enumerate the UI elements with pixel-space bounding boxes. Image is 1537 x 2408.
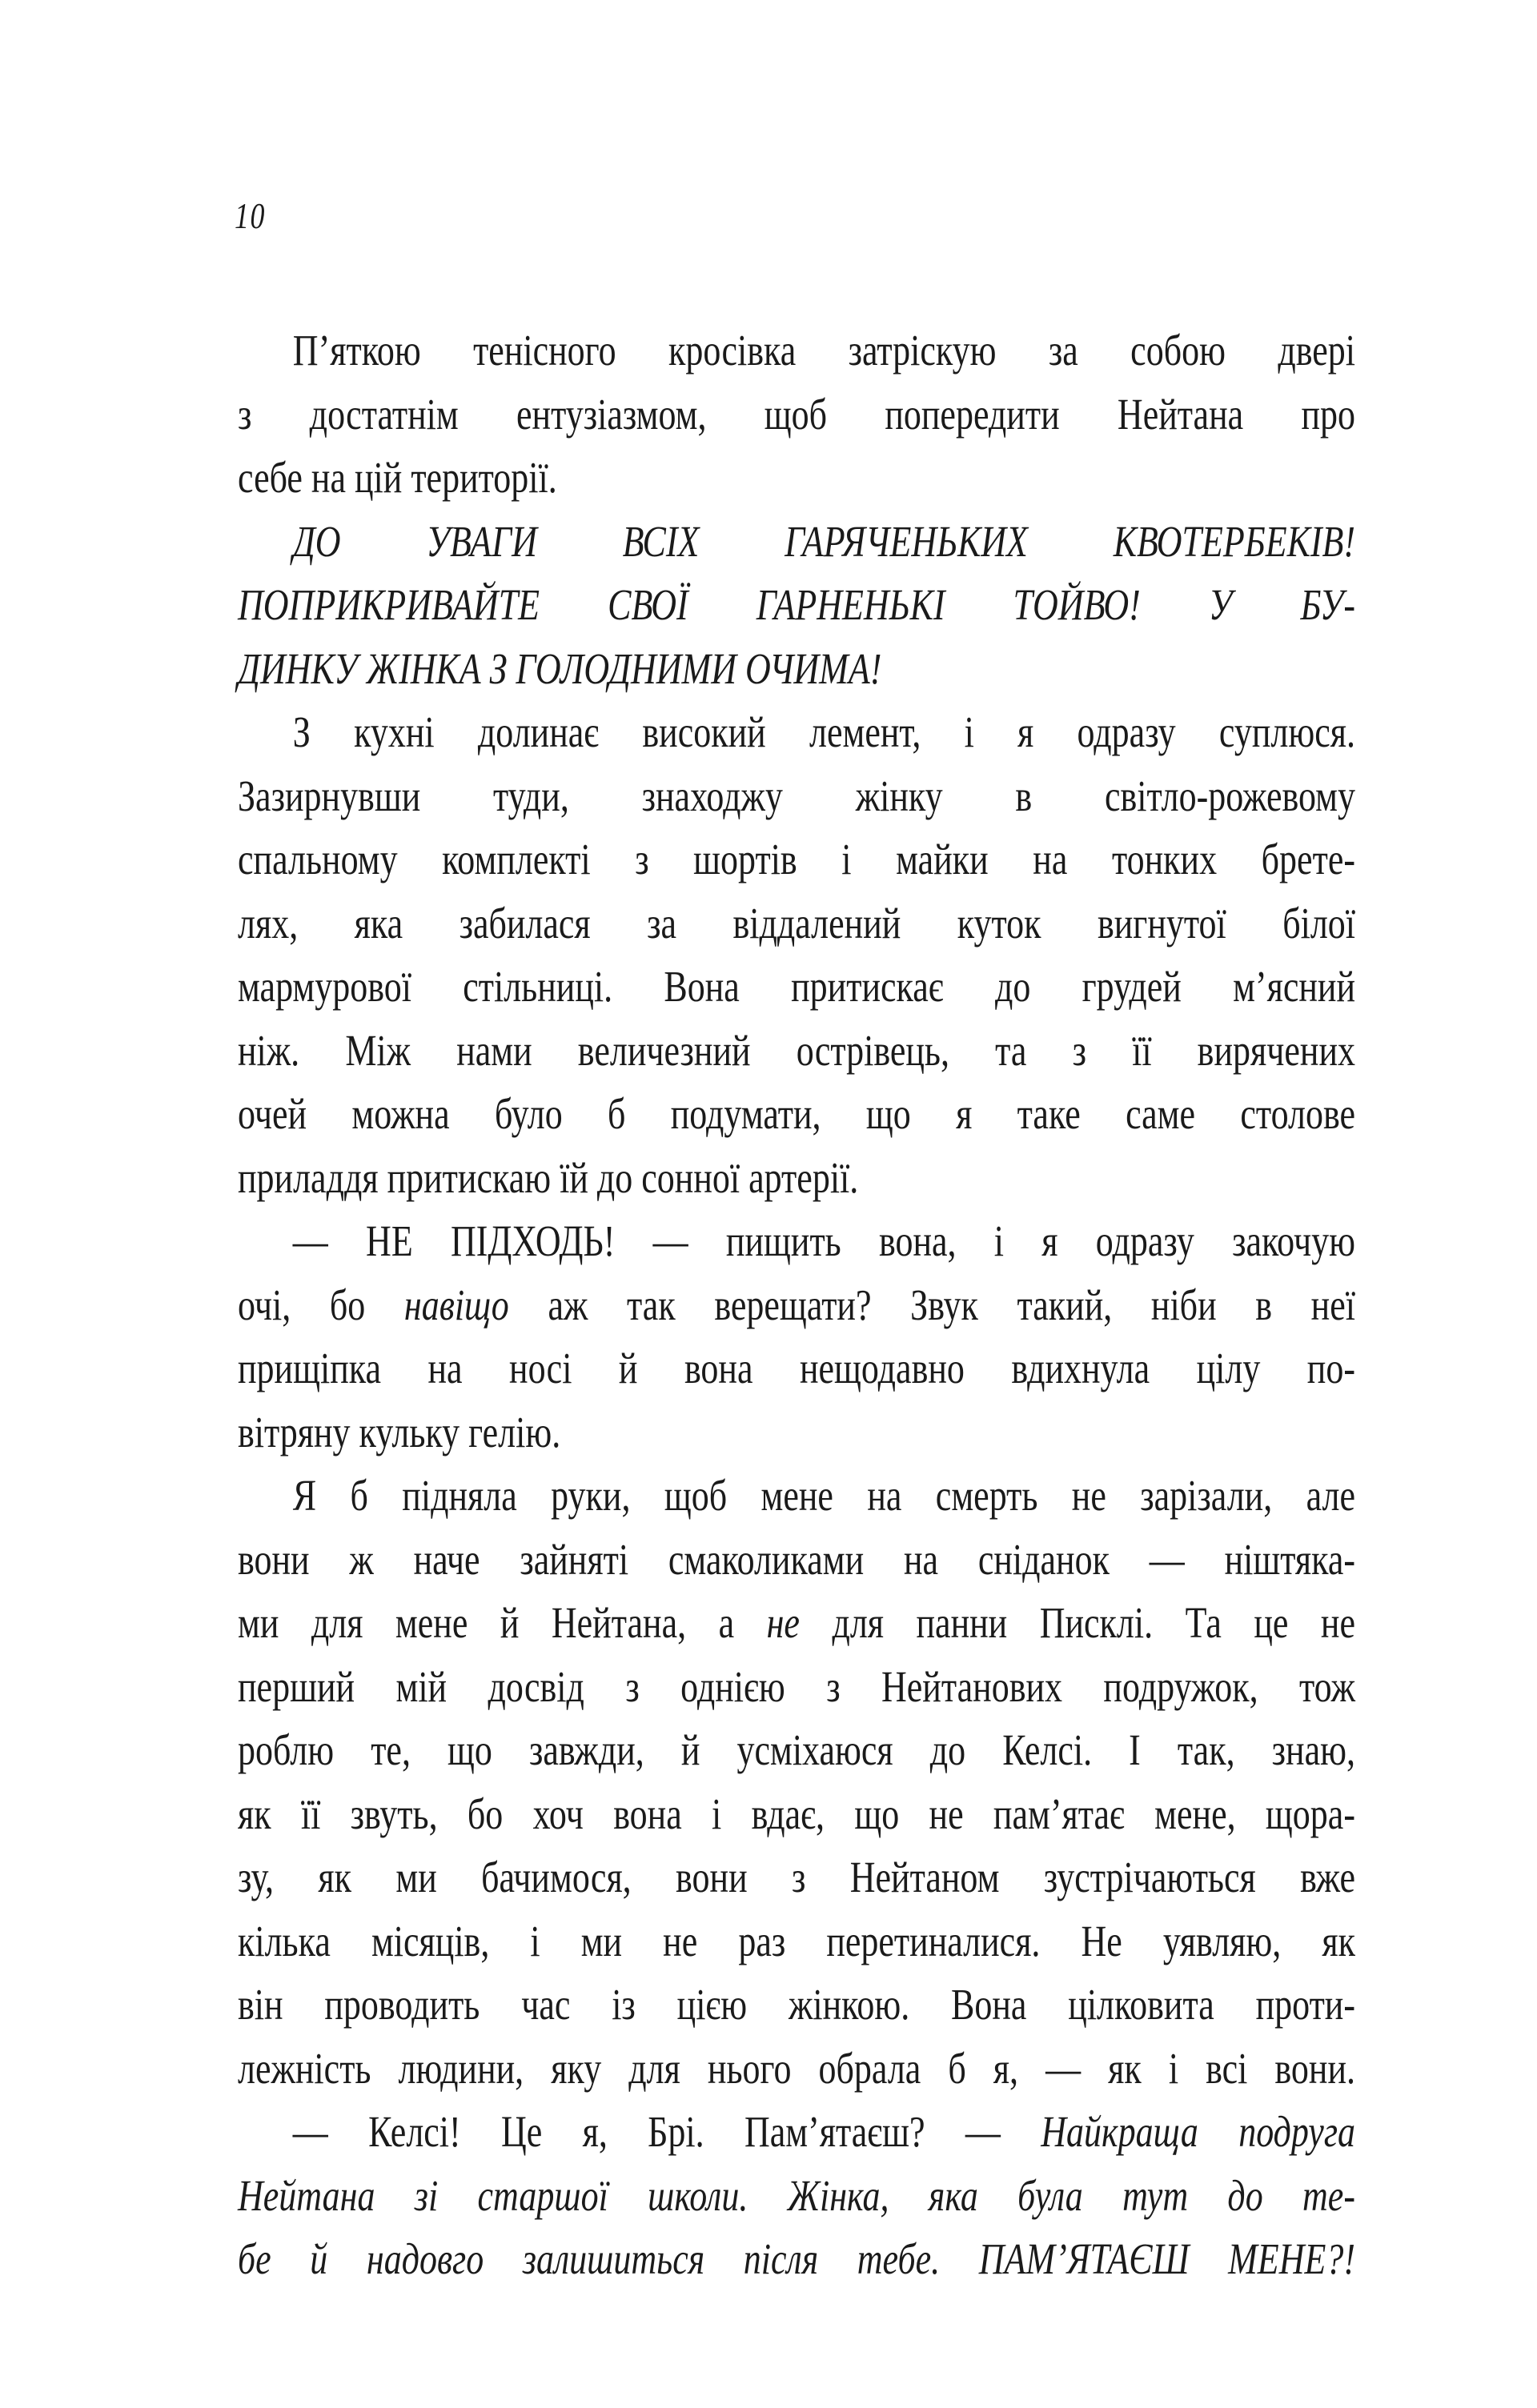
text-segment: перший мій досвід з однією з Нейтанових подружок, тож [238, 1661, 1355, 1711]
text-segment: себе на цій території. [238, 453, 557, 502]
text-line [238, 2227, 1355, 2291]
text-line [238, 1718, 1355, 1782]
text-segment: вони ж наче зайняті смаколиками на сніданок — ніштяка- [238, 1534, 1355, 1584]
text-line [238, 1082, 1355, 1146]
text-segment: аж так верещати? Звук такий, ніби в неї [508, 1280, 1355, 1329]
text-line [238, 2164, 1355, 2228]
italic-text-segment: навіщо [403, 1280, 509, 1329]
text-segment: спальному комплекті з шортів і майки на тонких брете- [238, 835, 1355, 883]
text-segment: ми для мене й Нейтана, а [238, 1598, 767, 1647]
text-segment: приладдя притискаю їй до сонної артерії. [238, 1152, 859, 1202]
italic-text-segment: ДО УВАГИ ВСІХ ГАРЯЧЕНЬКИХ КВОТЕРБЕКІВ! [292, 516, 1355, 566]
text-segment: з достатнім ентузіазмом, щоб попередити Нейтана про [238, 389, 1355, 439]
text-line [238, 1591, 1355, 1655]
text-line [238, 637, 1355, 701]
italic-text-segment: не [766, 1598, 800, 1647]
text-segment: Зазирнувши туди, знаходжу жінку в світло-рожевому [238, 771, 1355, 820]
text-segment: очей можна було б подумати, що я таке саме столове [238, 1089, 1355, 1138]
italic-text-segment: ПОПРИКРИВАЙТЕ СВОЇ ГАРНЕНЬКІ ТОЙВО! У БУ- [238, 580, 1355, 629]
text-line [238, 1273, 1355, 1337]
text-line [238, 955, 1355, 1019]
text-segment: очі, бо [238, 1280, 404, 1329]
text-line [238, 1019, 1355, 1083]
text-segment: він проводить час із цією жінкою. Вона цілковита проти- [238, 1980, 1355, 2029]
text-line [238, 1209, 1355, 1273]
text-segment: — Келсі! Це я, Брі. Пам’ятаєш? — [292, 2107, 1041, 2156]
text-line [238, 1336, 1355, 1400]
text-line [238, 2100, 1355, 2164]
text-line [238, 827, 1355, 891]
text-line [238, 700, 1355, 764]
body-text [238, 319, 1355, 2291]
italic-text-segment: Нейтана зі старшої школи. Жінка, яка була тут до те- [238, 2170, 1355, 2220]
italic-text-segment: Найкраща подруга [1041, 2107, 1355, 2156]
text-segment: лежність людини, яку для нього обрала б я, — як і всі вони. [238, 2043, 1355, 2093]
italic-text-segment: ДИНКУ ЖІНКА З ГОЛОДНИМИ ОЧИМА! [238, 643, 882, 693]
text-segment: — НЕ ПІДХОДЬ! — пищить вона, і я одразу закочую [292, 1216, 1355, 1265]
text-line [238, 1845, 1355, 1909]
text-segment: роблю те, що завжди, й усміхаюся до Келсі. І так, знаю, [238, 1725, 1355, 1774]
text-segment: лях, яка забилася за віддалений куток вигнутої білої [238, 898, 1355, 948]
text-segment: зу, як ми бачимося, вони з Нейтаном зустрічаються вже [238, 1853, 1355, 1901]
text-line [238, 446, 1355, 510]
text-segment: П’яткою тенісного кросівка затріскую за собою двері [292, 326, 1355, 375]
text-line [238, 764, 1355, 828]
text-segment: кілька місяців, і ми не раз перетиналися. Не уявляю, як [238, 1916, 1355, 1965]
text-segment: Я б підняла руки, щоб мене на смерть не зарізали, але [292, 1471, 1355, 1520]
text-line [238, 1782, 1355, 1846]
text-segment: для панни Писклі. Та це не [799, 1598, 1356, 1647]
text-segment: прищіпка на носі й вона нещодавно вдихнула цілу по- [238, 1344, 1355, 1392]
text-line [238, 1400, 1355, 1464]
text-segment: як її звуть, бо хоч вона і вдає, що не пам’ятає мене, щора- [238, 1789, 1355, 1838]
page-number: 10 [235, 195, 266, 236]
text-segment: мармурової стільниці. Вона притискає до грудей м’ясний [238, 962, 1355, 1011]
text-line [238, 1973, 1355, 2037]
text-line [238, 1146, 1355, 1210]
text-line [238, 2037, 1355, 2101]
text-line [238, 1909, 1355, 1973]
text-line [238, 573, 1355, 637]
text-line [238, 891, 1355, 956]
text-line [238, 1655, 1355, 1719]
text-line [238, 1528, 1355, 1592]
text-line [238, 383, 1355, 447]
italic-text-segment: бе й надовго залишиться після тебе. ПАМ’ЯТАЄШ МЕНЕ?! [238, 2234, 1355, 2283]
text-segment: вітряну кульку гелію. [238, 1407, 561, 1456]
text-line [238, 319, 1355, 383]
text-line [238, 1464, 1355, 1528]
text-segment: ніж. Між нами величезний острівець, та з її вирячених [238, 1025, 1355, 1075]
text-segment: З кухні долинає високий лемент, і я одразу суплюся. [292, 707, 1355, 756]
text-line [238, 510, 1355, 574]
